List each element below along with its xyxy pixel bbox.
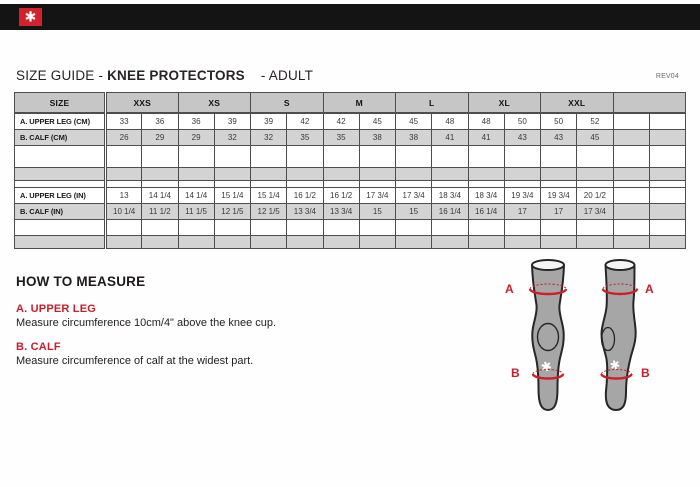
value-cell: 20 1/2 <box>577 187 613 203</box>
value-cell: 50 <box>541 113 577 129</box>
measure-label-b-left: B <box>511 366 520 380</box>
value-cell <box>106 219 142 235</box>
brand-logo <box>19 8 42 26</box>
value-cell: 48 <box>432 113 468 129</box>
value-cell <box>468 167 504 180</box>
value-cell: 17 3/4 <box>577 203 613 219</box>
value-cell <box>432 180 468 187</box>
value-cell <box>142 235 178 248</box>
value-cell <box>396 145 432 167</box>
measure-label-b-right: B <box>641 366 650 380</box>
value-cell: 13 <box>106 187 142 203</box>
page-title <box>16 68 313 83</box>
value-cell <box>541 180 577 187</box>
value-cell: 16 1/4 <box>468 203 504 219</box>
value-cell <box>359 180 395 187</box>
alpinestars-star-icon: ✱ <box>24 8 37 25</box>
value-cell <box>142 180 178 187</box>
measure-label-a-right: A <box>645 282 654 296</box>
row-label-cell <box>15 145 106 167</box>
value-cell <box>613 219 649 235</box>
value-cell <box>251 180 287 187</box>
value-cell <box>396 167 432 180</box>
value-cell <box>649 235 685 248</box>
value-cell: 45 <box>577 129 613 145</box>
value-cell <box>178 219 214 235</box>
row-label-cell <box>15 235 106 248</box>
table-spacer-row <box>15 235 686 248</box>
value-cell: 12 1/5 <box>214 203 250 219</box>
value-cell: 48 <box>468 113 504 129</box>
value-cell <box>468 235 504 248</box>
value-cell: 13 3/4 <box>323 203 359 219</box>
value-cell: 17 <box>541 203 577 219</box>
value-cell <box>504 167 540 180</box>
value-cell: 17 <box>504 203 540 219</box>
value-cell <box>649 167 685 180</box>
value-cell <box>323 219 359 235</box>
value-cell <box>106 180 142 187</box>
value-cell <box>432 219 468 235</box>
value-cell: 50 <box>504 113 540 129</box>
knee-diagram <box>505 257 683 417</box>
value-cell: 19 3/4 <box>541 187 577 203</box>
row-label-cell: A. UPPER LEG (CM) <box>15 113 106 129</box>
value-cell: 36 <box>142 113 178 129</box>
size-group-header-xl: XL <box>468 93 541 114</box>
value-cell: 32 <box>251 129 287 145</box>
value-cell <box>649 219 685 235</box>
value-cell: 26 <box>106 129 142 145</box>
measure-section-calf <box>16 341 476 367</box>
value-cell <box>214 167 250 180</box>
size-corner-header: SIZE <box>15 93 106 114</box>
value-cell <box>359 145 395 167</box>
value-cell <box>577 180 613 187</box>
title-suffix: - ADULT <box>260 68 314 83</box>
value-cell <box>613 145 649 167</box>
knee-front-illustration <box>519 257 577 415</box>
value-cell: 35 <box>287 129 323 145</box>
value-cell <box>396 219 432 235</box>
table-row <box>15 203 686 219</box>
value-cell <box>287 180 323 187</box>
value-cell: 15 1/4 <box>214 187 250 203</box>
value-cell <box>613 113 649 129</box>
value-cell <box>432 235 468 248</box>
value-cell <box>577 145 613 167</box>
value-cell: 29 <box>142 129 178 145</box>
size-group-header-xxs: XXS <box>106 93 179 114</box>
value-cell: 14 1/4 <box>142 187 178 203</box>
value-cell: 45 <box>396 113 432 129</box>
value-cell: 38 <box>359 129 395 145</box>
measure-section-upper-leg <box>16 303 476 329</box>
value-cell <box>251 145 287 167</box>
alpinestars-star-icon: ✱ <box>539 358 554 376</box>
value-cell <box>359 235 395 248</box>
value-cell: 16 1/4 <box>432 203 468 219</box>
value-cell: 18 3/4 <box>432 187 468 203</box>
value-cell: 42 <box>323 113 359 129</box>
value-cell <box>214 219 250 235</box>
value-cell: 38 <box>396 129 432 145</box>
measure-label-a-left: A <box>505 282 514 296</box>
size-group-header-s: S <box>251 93 324 114</box>
value-cell <box>504 235 540 248</box>
table-row <box>15 187 686 203</box>
value-cell <box>106 145 142 167</box>
value-cell <box>649 145 685 167</box>
table-spacer-row <box>15 180 686 187</box>
value-cell <box>214 235 250 248</box>
value-cell: 43 <box>541 129 577 145</box>
knee-side-illustration <box>593 257 647 415</box>
value-cell <box>649 129 685 145</box>
table-spacer-row <box>15 167 686 180</box>
value-cell <box>432 145 468 167</box>
table-header-row <box>15 93 686 114</box>
value-cell: 52 <box>577 113 613 129</box>
value-cell <box>468 180 504 187</box>
row-label-cell: A. UPPER LEG (IN) <box>15 187 106 203</box>
value-cell: 19 3/4 <box>504 187 540 203</box>
value-cell <box>178 167 214 180</box>
value-cell <box>613 129 649 145</box>
value-cell <box>468 145 504 167</box>
value-cell <box>649 113 685 129</box>
value-cell: 41 <box>468 129 504 145</box>
value-cell <box>251 219 287 235</box>
row-label-cell: B. CALF (CM) <box>15 129 106 145</box>
value-cell <box>541 145 577 167</box>
upper-leg-label: A. UPPER LEG <box>16 303 97 315</box>
value-cell: 17 3/4 <box>359 187 395 203</box>
table-row <box>15 113 686 129</box>
value-cell <box>178 145 214 167</box>
value-cell: 12 1/5 <box>251 203 287 219</box>
value-cell <box>323 167 359 180</box>
row-label-cell <box>15 219 106 235</box>
value-cell: 16 1/2 <box>323 187 359 203</box>
value-cell: 14 1/4 <box>178 187 214 203</box>
value-cell <box>287 145 323 167</box>
value-cell: 32 <box>214 129 250 145</box>
value-cell <box>577 167 613 180</box>
value-cell <box>432 167 468 180</box>
size-group-header-xxl: XXL <box>541 93 614 114</box>
value-cell <box>287 219 323 235</box>
value-cell: 39 <box>214 113 250 129</box>
value-cell <box>251 167 287 180</box>
value-cell <box>214 180 250 187</box>
upper-leg-instruction: Measure circumference 10cm/4" above the knee cup. <box>16 317 277 329</box>
value-cell: 15 <box>359 203 395 219</box>
value-cell <box>613 167 649 180</box>
value-cell <box>287 235 323 248</box>
value-cell <box>323 145 359 167</box>
value-cell <box>541 235 577 248</box>
alpinestars-star-icon: ✱ <box>608 357 622 374</box>
value-cell: 29 <box>178 129 214 145</box>
value-cell: 39 <box>251 113 287 129</box>
title-product: KNEE PROTECTORS <box>107 68 245 83</box>
row-label-cell: B. CALF (IN) <box>15 203 106 219</box>
value-cell: 42 <box>287 113 323 129</box>
value-cell <box>323 180 359 187</box>
value-cell <box>649 187 685 203</box>
value-cell <box>142 167 178 180</box>
value-cell <box>178 235 214 248</box>
value-cell <box>214 145 250 167</box>
value-cell <box>287 167 323 180</box>
knee-side-opening <box>606 260 635 270</box>
value-cell <box>504 145 540 167</box>
value-cell: 18 3/4 <box>468 187 504 203</box>
value-cell: 43 <box>504 129 540 145</box>
value-cell <box>613 180 649 187</box>
value-cell <box>504 180 540 187</box>
value-cell <box>649 180 685 187</box>
value-cell: 41 <box>432 129 468 145</box>
value-cell <box>396 180 432 187</box>
table-spacer-row <box>15 145 686 167</box>
row-label-cell <box>15 167 106 180</box>
value-cell <box>613 187 649 203</box>
size-group-header-m: M <box>323 93 396 114</box>
value-cell: 16 1/2 <box>287 187 323 203</box>
value-cell <box>649 203 685 219</box>
calf-instruction: Measure circumference of calf at the widest part. <box>16 355 254 367</box>
value-cell: 45 <box>359 113 395 129</box>
how-to-measure-section <box>16 274 476 379</box>
value-cell: 36 <box>178 113 214 129</box>
value-cell: 17 3/4 <box>396 187 432 203</box>
value-cell: 35 <box>323 129 359 145</box>
title-row <box>16 67 684 85</box>
value-cell <box>541 219 577 235</box>
value-cell <box>396 235 432 248</box>
value-cell: 15 <box>396 203 432 219</box>
table-row <box>15 129 686 145</box>
title-prefix: SIZE GUIDE - <box>16 68 108 83</box>
value-cell <box>359 219 395 235</box>
row-label-cell <box>15 180 106 187</box>
knee-side-body <box>602 265 636 410</box>
value-cell: 15 1/4 <box>251 187 287 203</box>
size-group-header-empty <box>613 93 686 114</box>
value-cell <box>541 167 577 180</box>
value-cell <box>577 219 613 235</box>
value-cell <box>106 235 142 248</box>
size-table <box>14 92 686 249</box>
value-cell: 13 3/4 <box>287 203 323 219</box>
value-cell: 11 1/5 <box>178 203 214 219</box>
value-cell <box>577 235 613 248</box>
value-cell <box>178 180 214 187</box>
value-cell: 33 <box>106 113 142 129</box>
revision-label: REV04 <box>655 73 679 80</box>
value-cell <box>504 219 540 235</box>
size-group-header-l: L <box>396 93 469 114</box>
value-cell <box>613 203 649 219</box>
table-spacer-row <box>15 219 686 235</box>
value-cell <box>142 145 178 167</box>
value-cell <box>106 167 142 180</box>
value-cell <box>323 235 359 248</box>
knee-front-opening <box>532 260 564 270</box>
calf-label: B. CALF <box>16 341 61 353</box>
value-cell <box>359 167 395 180</box>
size-group-header-xs: XS <box>178 93 251 114</box>
value-cell <box>142 219 178 235</box>
value-cell <box>468 219 504 235</box>
value-cell: 10 1/4 <box>106 203 142 219</box>
knee-front-body <box>532 265 564 410</box>
brand-bar <box>0 4 700 30</box>
value-cell <box>613 235 649 248</box>
how-to-measure-heading: HOW TO MEASURE <box>16 274 146 289</box>
value-cell: 11 1/2 <box>142 203 178 219</box>
value-cell <box>251 235 287 248</box>
